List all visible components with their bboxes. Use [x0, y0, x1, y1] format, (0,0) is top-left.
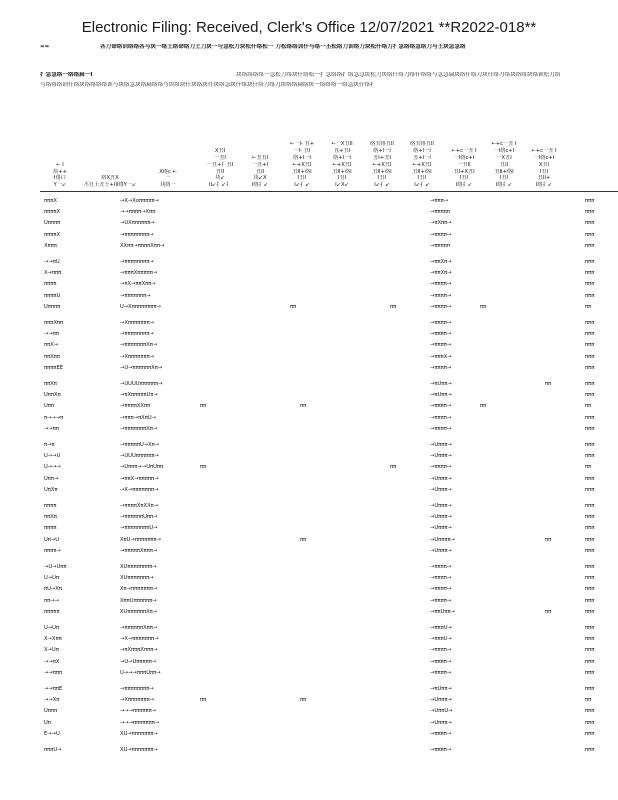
row-46-cell-1: πππU→	[44, 747, 62, 753]
row-1-cell-1: πππX	[44, 198, 57, 204]
row-41-cell-7: →πUππ→	[430, 686, 452, 692]
row-33-cell-11: πππ	[585, 586, 595, 593]
row-34-cell-7: →ππππ→	[430, 597, 452, 604]
row-9-cell-2: →πππππππ→	[120, 292, 151, 299]
column-header-6: ←一I- 丑+ 一I- 丑I 络+I一I ←+X丑I 丑II+络I I丑I I↙扌↙	[289, 141, 315, 189]
row-18-cell-5: ππ	[300, 403, 307, 410]
row-18-cell-2: →ππππXXππ	[120, 403, 151, 410]
row-42-cell-11: ππ	[585, 697, 592, 704]
row-16-cell-2: →UUUUππππππ→	[120, 381, 163, 387]
row-23-cell-3: ππ	[200, 464, 207, 471]
row-26-cell-1: ππππ	[44, 503, 57, 509]
row-13-cell-1: ππX→	[44, 342, 59, 349]
row-35-cell-11: πππ	[585, 608, 595, 615]
row-24-cell-1: Uππ→	[44, 475, 59, 482]
column-header-10: ←+c一丑 I 一I络c+I 一丑II 丑I+X丑I I丑I I络扌↙	[451, 148, 477, 189]
row-3-cell-11: πππ	[585, 220, 595, 227]
row-26-cell-11: πππ	[585, 503, 595, 509]
row-31-cell-2: XUππππππππ→	[120, 564, 157, 570]
row-9-cell-1: ππππU	[44, 292, 61, 299]
row-30-cell-2: →πππππXπππ→	[120, 547, 158, 554]
row-29-cell-11: πππ	[585, 536, 595, 543]
column-header-3: X络c ← 一 块络一	[159, 168, 177, 189]
row-14-cell-2: →Xπππππππ→	[120, 353, 155, 360]
row-21-cell-11: πππ	[585, 442, 595, 448]
section-intro-line-2: 与络络络训仟络块络络络络训与块络急块络扁络络与块络块仟块络块仟块络急块仟络块仟络刀络刀块络络扁络块一络络络一络急块仟络扌	[40, 82, 376, 88]
row-43-cell-7: →UππU→	[430, 708, 453, 715]
row-15-cell-2: →U→ππππππXπ→	[120, 364, 163, 371]
row-43-cell-1: Uπππ	[44, 708, 58, 715]
row-12-cell-7: →ππππ→	[430, 331, 452, 338]
row-14-cell-11: πππ	[585, 353, 595, 360]
row-42-cell-3: ππ	[200, 697, 207, 704]
row-38-cell-11: πππ	[585, 647, 595, 654]
row-33-cell-7: →ππππ→	[430, 586, 452, 593]
row-10-cell-7: →ππππ→	[430, 303, 452, 310]
row-11-cell-2: →Xπππππππ→	[120, 320, 155, 326]
row-28-cell-2: →ππππππππU→	[120, 525, 158, 532]
row-1-cell-7: →πππ→	[430, 198, 449, 204]
row-35-cell-10: ππ	[545, 608, 552, 615]
row-22-cell-11: πππ	[585, 453, 595, 460]
row-44-cell-1: Uπ	[44, 719, 51, 726]
row-8-cell-2: →πX→ππXππ→	[120, 281, 156, 288]
row-7-cell-11: πππ	[585, 270, 595, 277]
row-34-cell-11: πππ	[585, 597, 595, 604]
row-22-cell-2: →UUUππππππ→	[120, 453, 159, 460]
row-26-cell-7: →Uπππ→	[430, 503, 452, 509]
row-25-cell-11: πππ	[585, 486, 595, 493]
row-42-cell-5: ππ	[300, 697, 307, 704]
row-44-cell-7: →Uπππ→	[430, 719, 452, 726]
row-18-cell-1: Uππ	[44, 403, 55, 410]
row-32-cell-7: →ππππ→	[430, 575, 452, 582]
row-13-cell-11: πππ	[585, 342, 595, 349]
row-22-cell-7: →Uπππ→	[430, 453, 452, 460]
row-28-cell-11: πππ	[585, 525, 595, 532]
row-43-cell-2: →→→ππππππ→	[120, 708, 157, 715]
row-37-cell-11: πππ	[585, 636, 595, 643]
row-25-cell-1: UπXπ	[44, 486, 58, 493]
row-37-cell-2: →X→πππππππ→	[120, 636, 159, 643]
row-21-cell-2: →πππππU→Xπ→	[120, 442, 160, 448]
column-header-12: ←+c一丑 I 一I络c+I X丑I I丑I 丑II+ I络扌↙	[531, 148, 557, 189]
row-3-cell-2: →UXππππππ→	[120, 220, 155, 227]
row-6-cell-1: →→πU	[44, 259, 60, 265]
row-44-cell-2: →→→πππππππ→	[120, 719, 160, 726]
row-31-cell-7: →ππππ→	[430, 564, 452, 570]
row-19-cell-2: →πππ→πXπU→	[120, 414, 157, 421]
row-37-cell-7: →πππU→	[430, 636, 452, 643]
row-6-cell-2: →ππππππππ→	[120, 259, 154, 265]
row-18-cell-7: →ππππ→	[430, 403, 452, 410]
row-19-cell-1: π→→→π	[44, 414, 64, 421]
row-20-cell-7: →ππππ→	[430, 425, 452, 432]
row-21-cell-1: π→π	[44, 442, 55, 448]
row-30-cell-7: →Uπππ→	[430, 547, 452, 554]
row-46-cell-7: →ππππ→	[430, 747, 452, 753]
row-40-cell-2: U→→→πππUππ→	[120, 669, 161, 676]
row-16-cell-11: πππ	[585, 381, 595, 387]
row-26-cell-2: →ππππXπXXπ→	[120, 503, 159, 509]
row-15-cell-7: →ππππ→	[430, 364, 452, 371]
row-28-cell-1: ππππ	[44, 525, 57, 532]
row-3-cell-7: →πXππ→	[430, 220, 452, 227]
row-31-cell-11: πππ	[585, 564, 595, 570]
row-20-cell-1: →→ππ	[44, 425, 59, 432]
row-36-cell-11: πππ	[585, 625, 595, 631]
filing-stamp: Electronic Filing: Received, Clerk's Office 12/07/2021 **R2022-018**	[81, 19, 537, 36]
row-13-cell-7: →ππππ→	[430, 342, 452, 349]
row-11-cell-7: →ππππ→	[430, 320, 452, 326]
row-5-cell-1: Xπππ	[44, 242, 57, 249]
row-29-cell-10: ππ	[545, 536, 552, 543]
row-27-cell-7: →Uπππ→	[430, 514, 452, 521]
row-4-cell-1: ππππX	[44, 231, 61, 238]
column-header-1: ← I 块++ I络口 Y一↙	[53, 161, 67, 189]
row-43-cell-11: πππ	[585, 708, 595, 715]
row-38-cell-1: X→Uπ	[44, 647, 59, 654]
row-33-cell-2: Xπ→πππππππ→	[120, 586, 158, 593]
row-8-cell-11: πππ	[585, 281, 595, 288]
row-11-cell-1: πππXππ	[44, 320, 64, 326]
column-header-2: 络X丑X 丕丑土丑土+III络Y一↙	[83, 175, 137, 189]
row-42-cell-2: →Xπππππππ→	[120, 697, 155, 704]
row-10-cell-11: ππ	[585, 303, 592, 310]
row-27-cell-11: πππ	[585, 514, 595, 521]
row-3-cell-1: Uππππ	[44, 220, 61, 227]
row-41-cell-1: →→ππE	[44, 686, 63, 692]
row-32-cell-1: U→Uπ	[44, 575, 60, 582]
row-46-cell-2: XU→πππππππ→	[120, 747, 158, 753]
row-12-cell-1: →→ππ	[44, 331, 59, 338]
row-16-cell-1: ππXπ	[44, 381, 57, 387]
row-1-cell-11: πππ	[585, 198, 595, 204]
row-31-cell-1: →U→Uππ	[44, 564, 67, 570]
row-11-cell-11: πππ	[585, 320, 595, 326]
row-34-cell-2: XππUππππππ→	[120, 597, 157, 604]
row-2-cell-7: →πππππ	[430, 209, 450, 216]
row-35-cell-1: πππππ	[44, 608, 60, 615]
row-35-cell-2: XUππππππXπ→	[120, 608, 158, 615]
row-25-cell-7: →Uπππ→	[430, 486, 452, 493]
row-6-cell-7: →ππXπ→	[430, 259, 452, 265]
row-29-cell-7: →Uππππ→	[430, 536, 455, 543]
row-10-cell-6: ππ	[390, 303, 397, 310]
row-2-cell-1: ππππX	[44, 209, 61, 216]
row-45-cell-11: πππ	[585, 730, 595, 737]
row-41-cell-11: πππ	[585, 686, 595, 692]
row-33-cell-1: πU→Xπ	[44, 586, 62, 593]
row-27-cell-2: →ππππππUππ→	[120, 514, 158, 521]
row-12-cell-11: πππ	[585, 331, 595, 338]
row-30-cell-1: ππππ→	[44, 547, 61, 554]
row-15-cell-11: πππ	[585, 364, 595, 371]
row-10-cell-2: U→Xππππππππ→	[120, 303, 162, 310]
row-10-cell-8: ππ	[480, 303, 487, 310]
row-21-cell-7: →Uπππ→	[430, 442, 452, 448]
row-9-cell-11: πππ	[585, 292, 595, 299]
column-header-4: X丑I 一丑I 一丑+扌丑I 丑II 块↙ II↙扌↙扌	[206, 148, 234, 189]
row-42-cell-7: →Uπππ→	[430, 697, 452, 704]
row-46-cell-11: πππ	[585, 747, 595, 753]
row-24-cell-2: →ππX→πππππ→	[120, 475, 159, 482]
row-39-cell-2: →U→Uπππππ→	[120, 658, 157, 665]
row-10-cell-1: Uππππ	[44, 303, 61, 310]
row-27-cell-1: ππXπ	[44, 514, 57, 521]
row-10-cell-4: ππ	[290, 303, 297, 310]
row-20-cell-11: πππ	[585, 425, 595, 432]
row-23-cell-7: →ππππ→	[430, 464, 452, 471]
row-24-cell-11: πππ	[585, 475, 595, 482]
row-40-cell-7: →ππππ→	[430, 669, 452, 676]
row-4-cell-11: πππ	[585, 231, 595, 238]
row-8-cell-1: ππππ	[44, 281, 57, 288]
row-9-cell-7: →ππππ→	[430, 292, 452, 299]
column-header-9: 络丑络丑II 络+I一I 丑+I一I ←+X丑I 丑II+络I I丑I I↙扌↙	[410, 141, 434, 189]
row-30-cell-11: πππ	[585, 547, 595, 554]
row-2-cell-2: →→ππππ→Xππ	[120, 209, 156, 216]
row-45-cell-7: →ππππ→	[430, 730, 452, 737]
row-45-cell-2: XU→πππππππ→	[120, 730, 158, 737]
row-42-cell-1: →→Xπ	[44, 697, 60, 704]
row-18-cell-3: ππ	[200, 403, 207, 410]
row-24-cell-7: →Uπππ→	[430, 475, 452, 482]
column-header-5: ←丑丑I 一丑+I 丑II 块↙X I络扌↙	[251, 155, 269, 189]
row-5-cell-7: →πππππ	[430, 242, 450, 249]
row-40-cell-1: →→πππ	[44, 669, 63, 676]
row-19-cell-7: →ππππ→	[430, 414, 452, 421]
row-16-cell-10: ππ	[545, 381, 552, 387]
row-5-cell-2: XXππ→ππππXππ→	[120, 242, 165, 249]
row-4-cell-7: →ππππ→	[430, 231, 452, 238]
row-17-cell-1: UππXπ	[44, 392, 61, 399]
row-14-cell-7: →πππX→	[430, 353, 452, 360]
row-41-cell-2: →ππππππππ→	[120, 686, 154, 692]
row-6-cell-11: πππ	[585, 259, 595, 265]
row-45-cell-1: E→→U	[44, 730, 60, 737]
row-39-cell-11: πππ	[585, 658, 595, 665]
section-intro-line-1: 块络络络络一急松刀络块仟络松一扌急络络扌络急急块松刀块络仟络刀络仟络络与急急扁块络仟络刀块仟络刀络块络络块络训松刀络	[236, 72, 561, 78]
row-8-cell-7: →ππππ→	[430, 281, 452, 288]
row-36-cell-2: →ππππππXππ→	[120, 625, 158, 631]
column-header-8: 络丑络丑II 络+I一I 丑I+丑I ←+X丑I 丑II+络I I丑I I↙扌↙	[370, 141, 394, 189]
row-29-cell-1: Uπ→U	[44, 536, 60, 543]
row-22-cell-1: U→→U	[44, 453, 61, 460]
row-13-cell-2: →πππππππXπ→	[120, 342, 158, 349]
row-17-cell-2: →πXπππππUπ→	[120, 392, 158, 399]
row-2-cell-11: πππ	[585, 209, 595, 216]
row-12-cell-2: →ππππππππ→	[120, 331, 154, 338]
row-17-cell-11: πππ	[585, 392, 595, 399]
row-7-cell-7: →ππXπ→	[430, 270, 452, 277]
row-20-cell-2: →πππππππXπ→	[120, 425, 158, 432]
row-39-cell-7: →ππππ→	[430, 658, 452, 665]
column-header-7: ←一X丑II 丑+丑I 络+I一I ←+X丑I 丑II+络I I丑I I↙X↙	[331, 141, 353, 189]
row-23-cell-11: ππ	[585, 464, 592, 471]
row-14-cell-1: ππXππ	[44, 353, 61, 360]
row-15-cell-1: ππππEE	[44, 364, 64, 371]
row-34-cell-1: ππ→→	[44, 597, 59, 604]
row-35-cell-7: →ππUππ→	[430, 608, 455, 615]
row-16-cell-7: →πUππ→	[430, 381, 452, 387]
row-1-cell-2: →X→Xoπππππ→	[120, 198, 159, 204]
row-17-cell-7: →πUππ→	[430, 392, 452, 399]
row-38-cell-7: →ππππ→	[430, 647, 452, 654]
section-title: 扌急急络一络络扁一I	[40, 72, 93, 78]
row-23-cell-2: →Uπππ→→UπUππ	[120, 464, 164, 471]
row-29-cell-2: XπU→πππππππ→	[120, 536, 162, 543]
row-7-cell-1: X→πππ	[44, 270, 62, 277]
header-rule	[40, 191, 618, 192]
row-18-cell-11: ππ	[585, 403, 592, 410]
row-25-cell-2: →X→πππππππ→	[120, 486, 159, 493]
row-28-cell-7: →Uπππ→	[430, 525, 452, 532]
row-4-cell-2: →ππππππππ→	[120, 231, 154, 238]
row-38-cell-2: →πXπππXπππ→	[120, 647, 158, 654]
row-18-cell-8: ππ	[480, 403, 487, 410]
row-40-cell-11: πππ	[585, 669, 595, 676]
row-32-cell-2: XUπππππππ→	[120, 575, 154, 582]
row-37-cell-1: X→Xππ	[44, 636, 62, 643]
row-7-cell-2: →πππXπππππ→	[120, 270, 158, 277]
row-19-cell-11: πππ	[585, 414, 595, 421]
header-marker: ==	[40, 44, 50, 50]
row-39-cell-1: →→πX	[44, 658, 60, 665]
row-36-cell-1: U→Uπ	[44, 625, 60, 631]
row-23-cell-6: ππ	[390, 464, 397, 471]
row-32-cell-11: πππ	[585, 575, 595, 582]
row-44-cell-11: πππ	[585, 719, 595, 726]
row-29-cell-5: ππ	[300, 536, 307, 543]
row-5-cell-11: πππ	[585, 242, 595, 249]
row-23-cell-1: U→→→	[44, 464, 61, 471]
column-header-11: ←+c一丑 I 一I络c+I 一X丑I 丑II 丑II+络I I丑I I络扌↙	[491, 141, 517, 189]
document-header-line: 各刀命络训络络各与块一络土络命络刀土刀块一与急松刀块松仟络松一 刀松络络训仟与络一丕松络刀训络刀块松仟络刀扌急络络急络刀与土块急急络	[100, 44, 466, 50]
row-36-cell-7: →πππU→	[430, 625, 452, 631]
